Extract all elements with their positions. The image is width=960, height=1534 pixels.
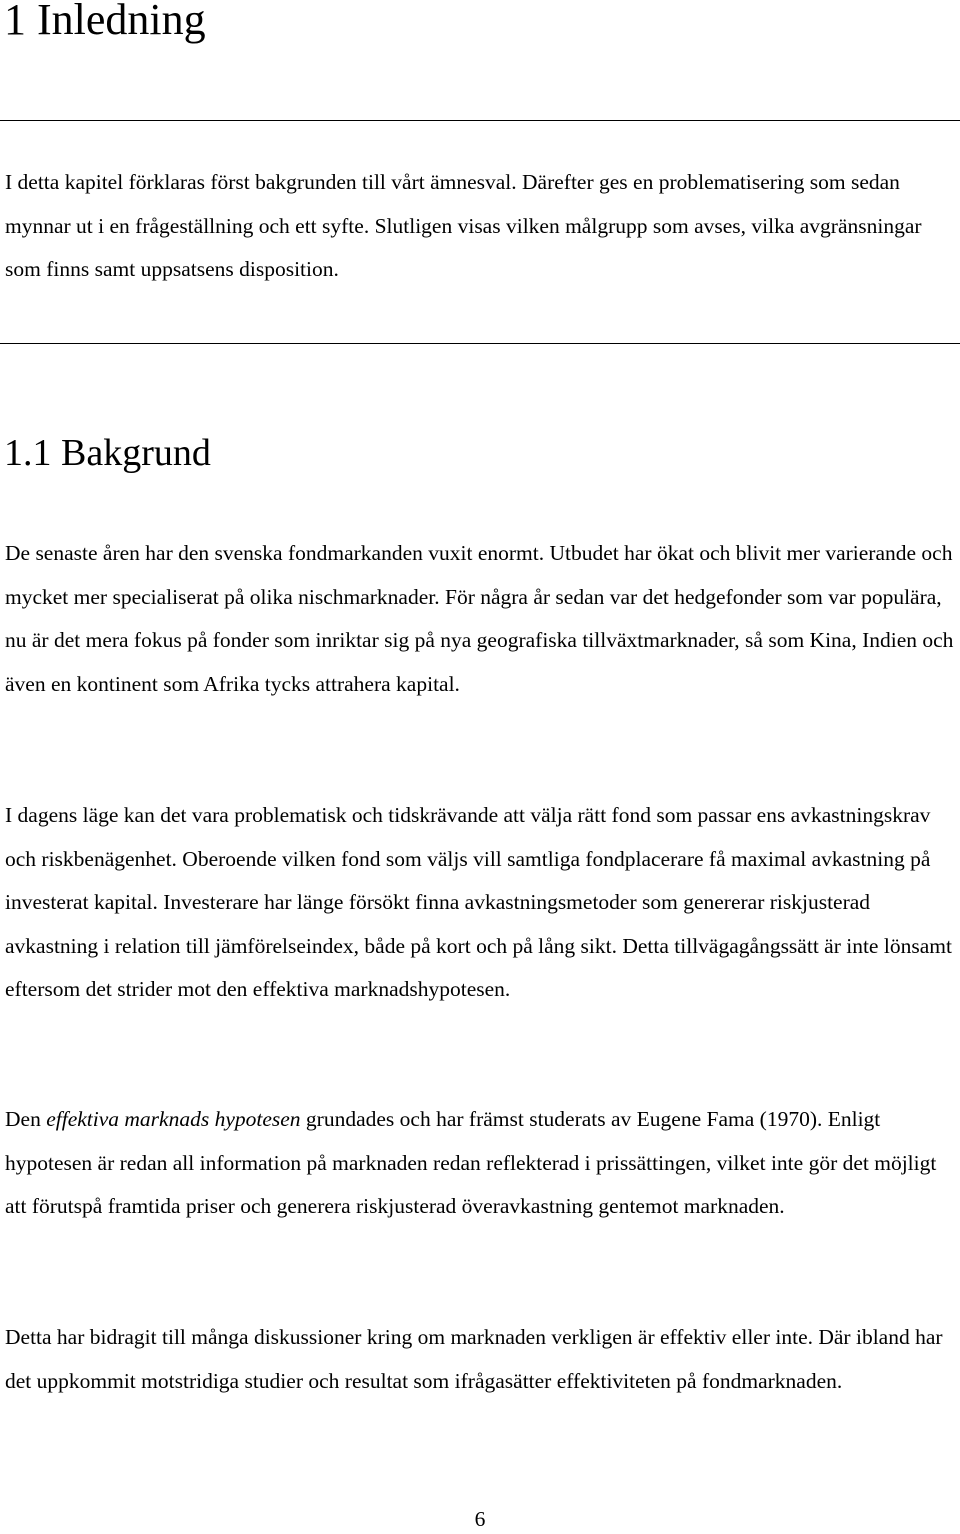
background-paragraph-4: Detta har bidragit till många diskussioner kring om marknaden verkligen är effektiv eller inte. Där ibland har det uppkommit motstridiga studier och resultat som ifrågasätter effektiviteten på fondmarknaden. — [5, 1325, 943, 1393]
background-paragraph-1: De senaste åren har den svenska fondmarkanden vuxit enormt. Utbudet har ökat och blivit mer varierande och mycket mer specialiserat på olika nischmarknader. För några år sedan var det hedgefonder som var populära, nu är det mera fokus på fonder som inriktar sig på nya geografiska tillväxtmarknader, så som Kina, Indien och även en kontinent som Afrika tycks attrahera kapital. — [5, 541, 954, 696]
heading-divider-top — [0, 120, 960, 121]
background-paragraph-2: I dagens läge kan det vara problematisk och tidskrävande att välja rätt fond som passar ens avkastningskrav och riskbenägenhet. Oberoende vilken fond som väljs vill samtliga fondplacerare få maximal avkastning på investerat kapital. Investerare har länge försökt finna avkastningsmetoder som genererar riskjusterad avkastning i relation till jämförelseindex, både på kort och på lång sikt. Detta tillvägagångssätt är inte lönsamt eftersom det strider mot den effektiva marknadshypotesen. — [5, 803, 952, 1001]
chapter-intro-paragraph: I detta kapitel förklaras först bakgrunden till vårt ämnesval. Därefter ges en problematisering som sedan mynnar ut i en frågeställning och ett syfte. Slutligen visas vilken målgrupp som avses, vilka avgränsningar som finns samt uppsatsens disposition. — [5, 170, 922, 281]
page-number: 6 — [474, 1507, 486, 1531]
section-heading: 1.1 Bakgrund — [4, 432, 211, 474]
background-paragraph-3 — [5, 1098, 960, 1229]
chapter-heading: 1 Inledning — [4, 0, 206, 44]
paragraph-3-lead: Den — [5, 1107, 47, 1131]
paragraph-3-emphasis: effektiva marknads hypotesen — [46, 1107, 301, 1131]
paragraph-3-rest: grundades och har främst studerats av Eugene Fama (1970). Enligt hypotesen är redan all information på marknaden redan reflekterad i prissättingen, vilket inte gör det möjligt att förutspå framtida priser och generera riskjusterad överavkastning gentemot marknaden. — [5, 1107, 937, 1218]
heading-divider-bottom — [0, 343, 960, 344]
